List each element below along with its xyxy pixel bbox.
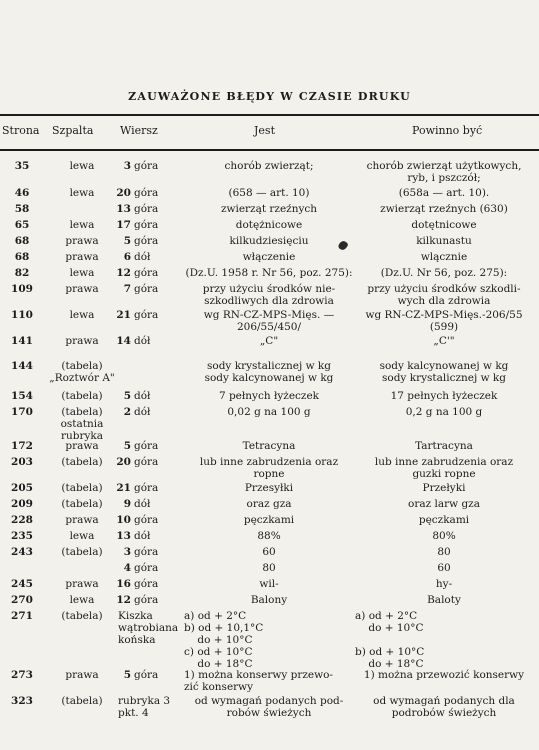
cell-powinno: wlącznie (420, 251, 468, 263)
cell-powinno: a) od + 2°C do + 10°C b) od + 10°C do + 18°C (355, 610, 425, 670)
cell-strona: 228 (11, 514, 33, 526)
cell-wiersz-number: 3 (123, 546, 131, 558)
cell-szpalta: (tabela) (61, 482, 103, 494)
cell-jest: przy użyciu środków nie- szkodliwych dla zdrowia (202, 283, 336, 307)
cell-wiersz-number: 10 (116, 514, 131, 526)
cell-szpalta: lewa (69, 309, 95, 321)
cell-szpalta: prawa (65, 335, 99, 347)
cell-szpalta: prawa (65, 283, 99, 295)
cell-strona: 170 (11, 406, 33, 418)
cell-szpalta: prawa (65, 578, 99, 590)
cell-szpalta: prawa (65, 669, 99, 681)
cell-wiersz-position: góra (134, 669, 159, 681)
cell-wiersz-position: dół (134, 498, 151, 510)
cell-szpalta: prawa (65, 251, 99, 263)
cell-powinno: (Dz.U. Nr 56, poz. 275): (380, 267, 508, 279)
cell-powinno: oraz larw gza (408, 498, 480, 510)
cell-jest: „C" (259, 335, 279, 347)
cell-wiersz-number: 12 (116, 267, 131, 279)
cell-jest: Przesyłki (244, 482, 294, 494)
cell-powinno: przy użyciu środków szkodli- wych dla zdrowia (367, 283, 521, 307)
cell-powinno: zwierząt rzeźnych (630) (380, 203, 508, 215)
cell-szpalta: (tabela) (61, 498, 103, 510)
cell-wiersz-position: góra (134, 219, 159, 231)
cell-wiersz-position: góra (134, 440, 159, 452)
cell-wiersz-position: dół (134, 530, 151, 542)
cell-powinno: od wymagań podanych dla podrobów świeżych (373, 695, 515, 719)
cell-strona: 205 (11, 482, 33, 494)
header-szpalta: Szpalta (52, 124, 94, 137)
cell-powinno: dotętnicowe (411, 219, 477, 231)
cell-powinno: Tartracyna (415, 440, 473, 452)
cell-wiersz: Kiszka wątrobiana końska (118, 610, 179, 646)
cell-szpalta: lewa (69, 267, 95, 279)
cell-wiersz-number: 14 (116, 335, 131, 347)
cell-wiersz-position: góra (134, 283, 159, 295)
cell-szpalta: lewa (69, 530, 95, 542)
cell-jest: wil- (259, 578, 279, 590)
cell-jest: dotężnicowe (235, 219, 303, 231)
cell-wiersz-position: góra (134, 267, 159, 279)
cell-szpalta: (tabela) (61, 456, 103, 468)
cell-strona: 154 (11, 390, 33, 402)
cell-strona: 271 (11, 610, 33, 622)
cell-wiersz-position: góra (134, 562, 159, 574)
cell-powinno: Baloty (427, 594, 461, 606)
cell-szpalta: prawa (65, 440, 99, 452)
cell-szpalta: prawa (65, 514, 99, 526)
cell-jest: 88% (257, 530, 281, 542)
cell-wiersz-position: góra (134, 594, 159, 606)
cell-strona: 245 (11, 578, 33, 590)
cell-wiersz-position: góra (134, 546, 159, 558)
cell-strona: 46 (14, 187, 30, 199)
cell-strona: 82 (14, 267, 30, 279)
header-top-rule (0, 114, 539, 116)
cell-wiersz-position: dół (134, 251, 151, 263)
cell-strona: 68 (14, 235, 30, 247)
cell-jest: od wymagań podanych pod- robów świeżych (194, 695, 344, 719)
cell-strona: 243 (11, 546, 33, 558)
cell-szpalta: (tabela) (61, 695, 103, 707)
cell-szpalta: prawa (65, 235, 99, 247)
cell-strona: 109 (11, 283, 33, 295)
cell-szpalta: lewa (69, 594, 95, 606)
cell-strona: 68 (14, 251, 30, 263)
cell-jest: Tetracyna (242, 440, 296, 452)
cell-strona: 58 (14, 203, 30, 215)
cell-wiersz-number: 13 (116, 203, 131, 215)
cell-jest: 0,02 g na 100 g (227, 406, 311, 418)
cell-szpalta: lewa (69, 219, 95, 231)
cell-jest: sody krystalicznej w kg sody kalcynowanej w kg (204, 360, 334, 384)
header-jest: Jest (254, 124, 275, 137)
cell-strona: 144 (11, 360, 33, 372)
cell-strona: 65 (14, 219, 30, 231)
cell-jest: 80 (262, 562, 276, 574)
header-bottom-rule (0, 149, 539, 151)
cell-wiersz-position: góra (134, 187, 159, 199)
cell-wiersz-position: góra (134, 160, 159, 172)
cell-jest: 1) można konserwy przewo- zić konserwy (184, 669, 333, 693)
cell-powinno: „C'" (433, 335, 455, 347)
cell-wiersz-number: 3 (123, 160, 131, 172)
cell-wiersz-number: 17 (116, 219, 131, 231)
cell-strona: 270 (11, 594, 33, 606)
cell-jest: 60 (262, 546, 276, 558)
page-title: ZAUWAŻONE BŁĘDY W CZASIE DRUKU (128, 90, 411, 103)
cell-wiersz-position: góra (134, 309, 159, 321)
cell-szpalta: (tabela) (61, 610, 103, 622)
cell-powinno: 1) można przewozić konserwy (363, 669, 525, 681)
cell-wiersz-number: 2 (123, 406, 131, 418)
cell-jest: włączenie (242, 251, 296, 263)
cell-wiersz-number: 5 (123, 440, 131, 452)
cell-wiersz-position: góra (134, 203, 159, 215)
cell-strona: 35 (14, 160, 30, 172)
cell-szpalta: (tabela) ostatnia rubryka (60, 406, 104, 442)
cell-jest: chorób zwierząt; (224, 160, 314, 172)
cell-wiersz-number: 16 (116, 578, 131, 590)
cell-jest: Balony (250, 594, 288, 606)
cell-szpalta: lewa (69, 187, 95, 199)
cell-powinno: 0,2 g na 100 g (405, 406, 483, 418)
cell-powinno: (658a — art. 10). (398, 187, 490, 199)
cell-strona: 203 (11, 456, 33, 468)
cell-wiersz-number: 6 (123, 251, 131, 263)
cell-wiersz-position: dół (134, 335, 151, 347)
cell-jest: a) od + 2°C b) od + 10,1°C do + 10°C c) od + 10°C do + 18°C (184, 610, 264, 670)
cell-wiersz-number: 21 (116, 309, 131, 321)
cell-powinno: pęczkami (418, 514, 470, 526)
cell-strona: 172 (11, 440, 33, 452)
cell-szpalta: (tabela) (61, 546, 103, 558)
cell-jest: kilkudziesięciu (229, 235, 309, 247)
cell-jest: (658 — art. 10) (228, 187, 310, 199)
cell-powinno: 80 (437, 546, 451, 558)
cell-szpalta: (tabela) (61, 390, 103, 402)
cell-jest: pęczkami (243, 514, 295, 526)
cell-wiersz-number: 5 (123, 390, 131, 402)
cell-powinno: 17 pełnych łyżeczek (390, 390, 498, 402)
cell-strona: 235 (11, 530, 33, 542)
cell-wiersz-position: góra (134, 235, 159, 247)
cell-powinno: sody kalcynowanej w kg sody krystalicznej w kg (379, 360, 509, 384)
cell-wiersz: rubryka 3 pkt. 4 (118, 695, 171, 719)
cell-powinno: Przełyki (422, 482, 466, 494)
cell-jest: lub inne zabrudzenia oraz ropne (199, 456, 339, 480)
cell-powinno: 80% (432, 530, 456, 542)
cell-wiersz-position: góra (134, 514, 159, 526)
cell-wiersz-position: dół (134, 406, 151, 418)
cell-strona: 273 (11, 669, 33, 681)
cell-strona: 110 (11, 309, 33, 321)
cell-wiersz-position: dół (134, 390, 151, 402)
cell-wiersz-position: góra (134, 456, 159, 468)
cell-jest: 7 pełnych łyżeczek (218, 390, 320, 402)
cell-powinno: kilkunastu (416, 235, 472, 247)
cell-wiersz-number: 5 (123, 669, 131, 681)
cell-szpalta: lewa (69, 160, 95, 172)
cell-wiersz-number: 5 (123, 235, 131, 247)
cell-powinno: chorób zwierząt użytkowych, ryb, i pszczół; (366, 160, 522, 184)
cell-szpalta: (tabela) „Roztwór A" (49, 360, 115, 384)
cell-wiersz-position: góra (134, 482, 159, 494)
cell-powinno: lub inne zabrudzenia oraz guzki ropne (374, 456, 514, 480)
cell-strona: 209 (11, 498, 33, 510)
cell-powinno: wg RN-CZ-MPS-Mięs.-206/55 (599) (365, 309, 523, 333)
cell-powinno: 60 (437, 562, 451, 574)
header-wiersz: Wiersz (120, 124, 158, 137)
header-strona: Strona (2, 124, 40, 137)
cell-jest: zwierząt rzeźnych (220, 203, 318, 215)
cell-wiersz-position: góra (134, 578, 159, 590)
cell-wiersz-number: 7 (123, 283, 131, 295)
cell-strona: 141 (11, 335, 33, 347)
cell-wiersz-number: 9 (123, 498, 131, 510)
cell-jest: (Dz.U. 1958 r. Nr 56, poz. 275): (185, 267, 353, 279)
cell-strona: 323 (11, 695, 33, 707)
header-powinno: Powinno być (412, 124, 483, 137)
cell-wiersz-number: 4 (123, 562, 131, 574)
cell-wiersz-number: 13 (116, 530, 131, 542)
cell-wiersz-number: 12 (116, 594, 131, 606)
cell-jest: wg RN-CZ-MPS-Mięs. — 206/55/450/ (203, 309, 335, 333)
cell-wiersz-number: 21 (116, 482, 131, 494)
cell-wiersz-number: 20 (116, 456, 131, 468)
cell-wiersz-number: 20 (116, 187, 131, 199)
cell-powinno: hy- (435, 578, 453, 590)
cell-jest: oraz gza (246, 498, 292, 510)
